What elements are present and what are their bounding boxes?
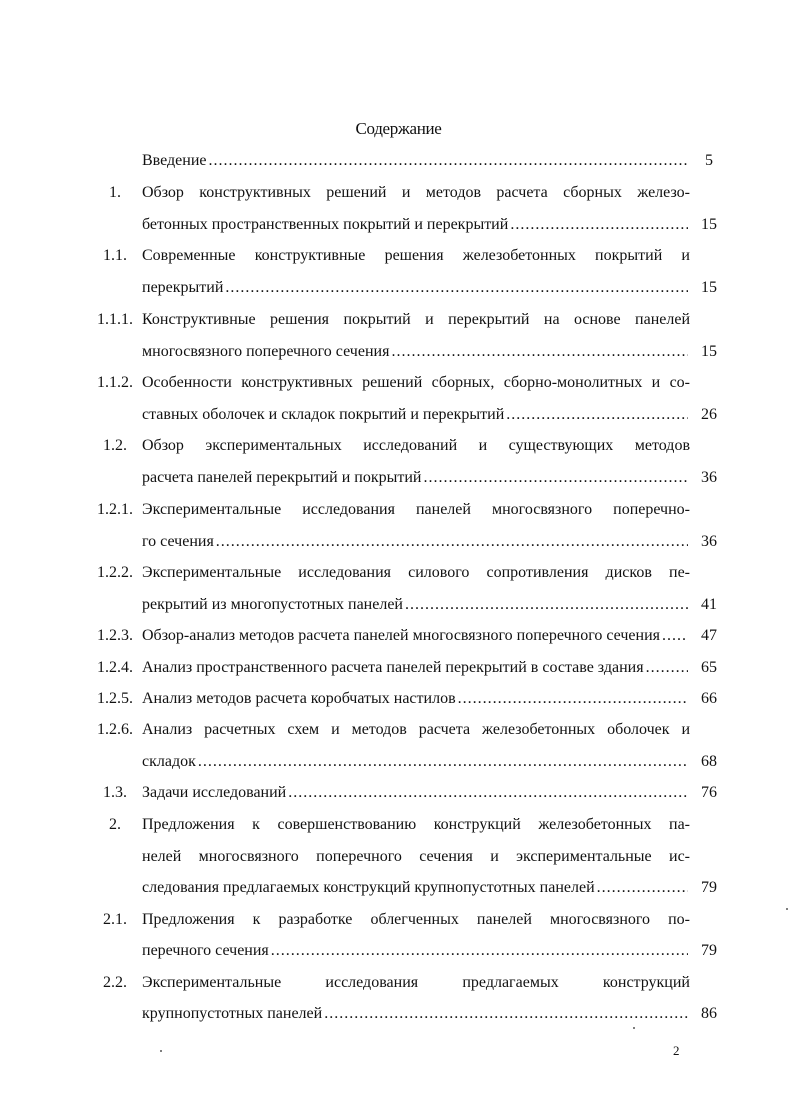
toc-entry-page: 15 [701,343,717,360]
toc-entry-text: следования предлагаемых конструкций крупнопустотных панелей [142,879,595,896]
toc-entry-last-line [142,151,690,171]
toc-entry-page: 68 [701,753,717,770]
toc-entry-text: Особенности конструктивных решений сборных, сборно-монолитных и со- [142,374,690,391]
scan-speck [786,908,788,910]
toc-entry-text: го сечения [142,533,214,550]
toc-entry-last-line [142,783,690,803]
toc-entry-text: Анализ пространственного расчета панелей перекрытий в составе здания [142,659,644,676]
toc-entry-page: 5 [705,152,713,169]
toc-entry-last-line [142,752,690,772]
toc-entry-last-line [142,532,690,552]
toc-entry-text: крупнопустотных панелей [142,1005,323,1022]
toc-entry-text: рекрытий из многопустотных панелей [142,596,403,613]
toc-entry-last-line [142,342,690,362]
toc-entry-page: 79 [701,879,717,896]
toc-entry-page: 66 [701,690,717,707]
toc-entry-number: 1.3. [103,784,127,801]
toc-entry-number: 1.2.1. [97,501,133,518]
toc-entry-last-line [142,658,690,678]
dot-leader [423,468,688,488]
toc-entry-page: 79 [701,942,717,959]
toc-entry-text: Обзор конструктивных решений и методов расчета сборных железо- [142,184,690,201]
page-title: Содержание [355,119,442,138]
toc-entry-page: 76 [701,784,717,801]
dot-leader [391,342,688,362]
toc-entry-text: Экспериментальные исследования силового сопротивления дисков пе- [142,564,690,581]
toc-entry-text: Обзор экспериментальных исследований и существующих методов [142,437,690,454]
toc-entry-last-line [142,626,690,646]
dot-leader [405,595,688,615]
dot-leader [662,626,688,646]
toc-entry-text: Анализ расчетных схем и методов расчета железобетонных оболочек и [142,721,690,738]
toc-entry-number: 1.2.3. [97,627,133,644]
toc-entry-number: 1. [109,184,121,201]
scan-speck [160,1050,162,1052]
toc-entry-number: 1.2.2. [97,564,133,581]
toc-entry-page: 36 [701,533,717,550]
toc-entry-last-line [142,941,690,961]
toc-entry-text: расчета панелей перекрытий и покрытий [142,469,422,486]
toc-entry-last-line [142,278,690,298]
toc-entry-number: 1.1.2. [97,374,133,391]
toc-entry-number: 2. [109,816,121,833]
toc-entry-text: Введение [142,152,207,169]
toc-entry-text: Современные конструктивные решения железобетонных покрытий и [142,247,690,264]
toc-entry-page: 15 [701,216,717,233]
toc-entry-number: 1.2.5. [97,690,133,707]
toc-entry-last-line [142,215,690,235]
dot-leader [458,689,688,709]
toc-entry-page: 65 [701,659,717,676]
toc-entry-text: складок [142,753,196,770]
dot-leader [506,405,688,425]
dot-leader [324,1004,688,1024]
dot-leader [198,752,688,772]
toc-entry-text: Предложения к совершенствованию конструкций железобетонных па- [142,816,690,833]
toc-entry-number: 2.1. [103,911,127,928]
dot-leader [288,783,688,803]
toc-entry-text: ставных оболочек и складок покрытий и перекрытий [142,406,505,423]
dot-leader [510,215,688,235]
toc-entry-number: 1.1. [103,247,127,264]
toc-entry-number: 2.2. [103,974,127,991]
dot-leader [597,878,688,898]
dot-leader [216,532,688,552]
toc-entry-last-line [142,878,690,898]
dot-leader [271,941,688,961]
toc-entry-last-line [142,595,690,615]
toc-entry-text: Анализ методов расчета коробчатых настилов [142,690,456,707]
dot-leader [209,151,689,171]
toc-entry-text: Конструктивные решения покрытий и перекрытий на основе панелей [142,311,690,328]
toc-entry-page: 26 [701,406,717,423]
toc-entry-last-line [142,405,690,425]
toc-entry-page: 41 [701,596,717,613]
dot-leader [225,278,688,298]
toc-entry-page: 15 [701,279,717,296]
dot-leader [646,658,688,678]
toc-entry-text: Экспериментальные исследования предлагаемых конструкций [142,974,690,991]
toc-entry-number: 1.2. [103,437,127,454]
toc-entry-page: 36 [701,469,717,486]
toc-entry-text: Обзор-анализ методов расчета панелей многосвязного поперечного сечения [142,627,660,644]
toc-entry-text: многосвязного поперечного сечения [142,343,390,360]
toc-entry-text: нелей многосвязного поперечного сечения и экспериментальные ис- [142,848,690,865]
toc-entry-text: перечного сечения [142,942,269,959]
toc-entry-text: Задачи исследований [142,784,287,801]
toc-entry-number: 1.1.1. [97,311,133,328]
toc-entry-page: 86 [701,1005,717,1022]
scan-speck [633,1027,635,1029]
toc-entry-number: 1.2.4. [97,659,133,676]
toc-entry-number: 1.2.6. [97,721,133,738]
toc-entry-text: Предложения к разработке облегченных панелей многосвязного по- [142,911,690,928]
toc-entry-last-line [142,1004,690,1024]
toc-entry-last-line [142,468,690,488]
toc-entry-text: Экспериментальные исследования панелей многосвязного поперечно- [142,501,690,518]
toc-entry-page: 47 [701,627,717,644]
toc-entry-text: перекрытий [142,279,224,296]
page-number: 2 [673,1043,680,1058]
toc-entry-last-line [142,689,690,709]
toc-entry-text: бетонных пространственных покрытий и перекрытий [142,216,509,233]
